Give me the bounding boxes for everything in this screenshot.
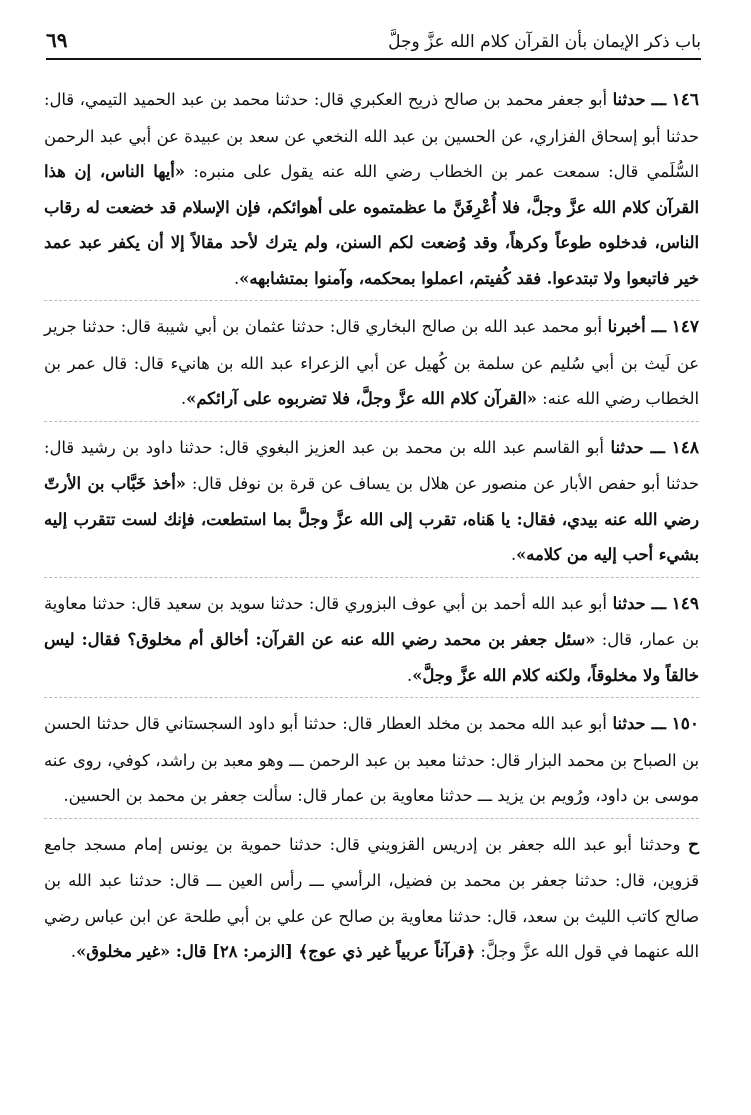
narration-lead: ـــ حدثنا: [612, 593, 666, 613]
running-title: باب ذكر الإيمان بأن القرآن كلام الله عزَّ وجلَّ: [388, 32, 701, 52]
page-number: ٦٩: [46, 28, 68, 52]
hadith-paragraph: [44, 430, 699, 578]
hadith-paragraph: [44, 706, 699, 819]
hadith-number: ١٤٨: [671, 437, 699, 458]
hadith-paragraph: [44, 82, 699, 301]
page-header: [46, 24, 701, 60]
isnad-text: أبو عبد الله أحمد بن أبي عوف البزوري قال: حدثنا سويد بن سعيد قال: حدثنا معاوية بن عمار، قال:: [44, 593, 700, 649]
narration-lead: ـــ حدثنا: [610, 437, 665, 457]
paragraph-tail: .: [510, 545, 517, 564]
narration-lead: ـــ أخبرنا: [607, 317, 666, 336]
paragraph-tail: .: [180, 389, 187, 408]
isnad-text: أبو القاسم عبد الله بن محمد بن عبد العزيز البغوي قال: حدثنا داود بن رشيد قال: حدثنا أبو حفص الأبار عن منصور عن هلال بن يساف عن قرة بن نوفل قال:: [44, 437, 699, 493]
isnad-text: أبو جعفر محمد بن صالح ذريح العكبري قال: حدثنا محمد بن عبد الحميد التيمي، قال: حدثنا أبو إسحاق الفزاري، عن الحسين بن عبد الله النخعي عن سعد بن عبيدة عن أبي عبد الرحمن السُّلَمي قال: سمعت عمر بن الخطاب رضي الله عنه يقول على منبره:: [44, 90, 699, 181]
narration-lead: ـــ حدثنا: [612, 714, 666, 733]
hadith-number: ح: [688, 834, 699, 855]
paragraph-tail: .: [70, 942, 77, 961]
hadith-number: ١٥٠: [671, 714, 699, 734]
hadith-paragraph: [44, 309, 699, 422]
hadith-number: ١٤٧: [671, 317, 699, 337]
isnad-text: وحدثنا أبو عبد الله جعفر بن إدريس القزويني قال: حدثنا حموية بن يونس إمام مسجد جامع قزوين، قال: حدثنا جعفر بن محمد بن فضيل، الرأسي ـــ رأس العين ـــ قال: حدثنا عبد الله بن صالح كاتب الليث بن سعد، قال: حدثنا معاوية بن صالح عن علي بن أبي طلحة عن ابن عباس رضي الله عنهما في قول الله عزَّ وجلَّ:: [44, 834, 699, 961]
hadith-number: ١٤٦: [671, 90, 699, 110]
matn-quote: «سئل جعفر بن محمد رضي الله عنه عن القرآن: أخالق أم مخلوق؟ فقال: ليس خالقاً ولا مخلوقاً، ولكنه كلام الله عزَّ وجلَّ»: [44, 630, 699, 685]
matn-quote: «أيها الناس، إن هذا القرآن كلام الله عزَّ وجلَّ، فلا أُعْرِفَنَّ ما عظمتموه على أهوائكم، فإن الإسلام قد خضعت له رقاب الناس، فدخلوه طوعاً وكرهاً، وقد وُضعت لكم السنن، ولم يترك لأحد مقالاً إلا أن يكفر عبد عمد خير فاتبعوا ولا تبتدعوا. فقد كُفيتم، اعملوا بمحكمه، وآمنوا بمتشابهه»: [44, 162, 699, 288]
matn-quote: «القرآن كلام الله عزَّ وجلَّ، فلا تضربوه على آرائكم»: [186, 389, 537, 408]
paragraph-tail: .: [407, 665, 413, 685]
isnad-text: أبو محمد عبد الله بن صالح البخاري قال: حدثنا عثمان بن أبي شيبة قال: حدثنا جرير عن لَيث بن أبي سُليم عن سلمة بن كُهيل عن أبي الزعراء عبد الله بن هانيء قال: قال عمر بن الخطاب رضي الله عنه:: [44, 317, 699, 408]
hadith-paragraph: [44, 586, 699, 699]
matn-quote: ﴿قرآناً عربياً غير ذي عوج﴾ [الزمر: ٢٨] قال: «غير مخلوق»: [76, 942, 476, 961]
hadith-paragraph: [44, 827, 699, 974]
hadith-number: ١٤٩: [671, 593, 700, 614]
isnad-text: أبو عبد الله محمد بن مخلد العطار قال: حدثنا أبو داود السجستاني قال حدثنا الحسن بن الصباح بن محمد البزار قال: حدثنا معبد بن عبد الرحمن ـــ وهو معبد بن راشد، كوفي، روى عنه موسى بن داود، ورُويم بن يزيد ـــ حدثنا معاوية بن عمار قال: سألت جعفر بن محمد بن الحسين.: [44, 714, 699, 805]
paragraph-tail: .: [233, 268, 240, 288]
matn-quote: «أخذ خَبَّاب بن الأرتّ رضي الله عنه بيدي، فقال: يا هَناه، تقرب إلى الله عزَّ وجلَّ بما استطعت، فإنك لست تتقرب إليه بشيء أحب إليه من كلامه»: [44, 474, 699, 564]
body-text: [44, 82, 699, 982]
narration-lead: ـــ حدثنا: [612, 90, 666, 109]
